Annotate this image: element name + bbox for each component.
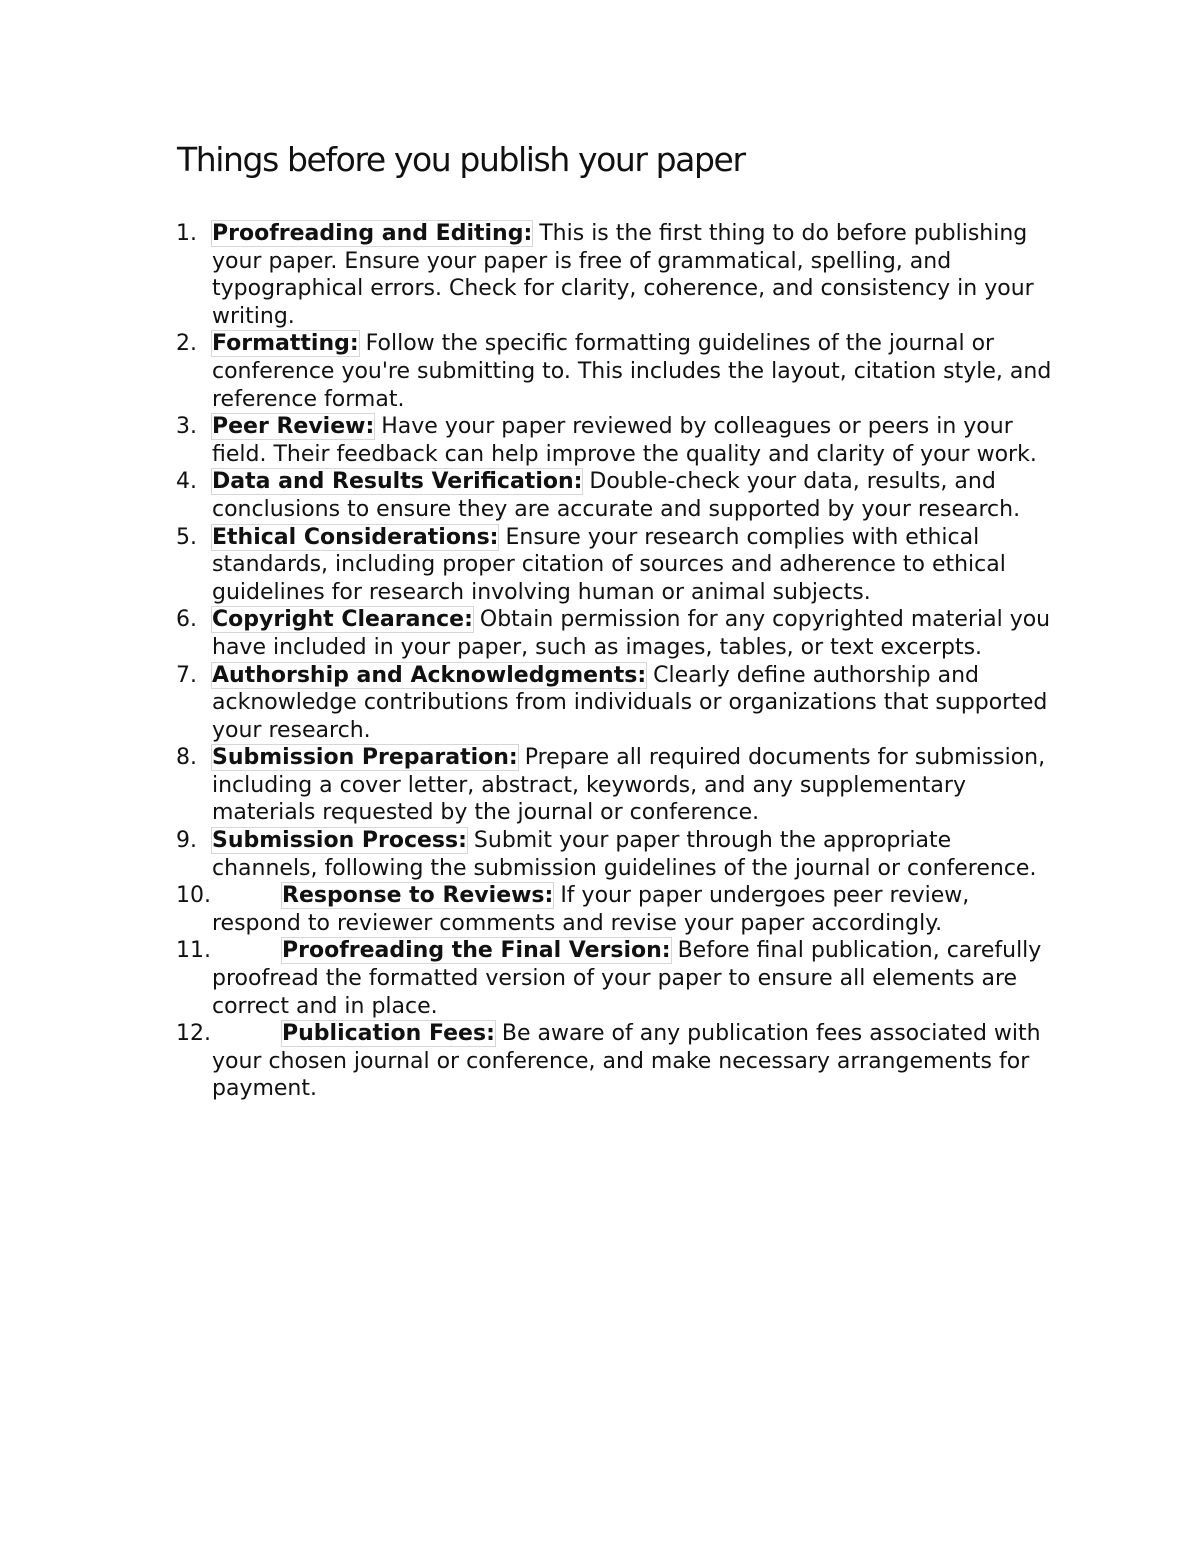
list-item bbox=[0, 744, 1062, 827]
list-item bbox=[0, 524, 1062, 607]
item-number: 2. bbox=[176, 331, 197, 357]
item-heading: Submission Process: bbox=[212, 828, 467, 854]
item-number: 5. bbox=[176, 524, 197, 550]
item-number: 1. bbox=[176, 221, 197, 246]
item-text: Follow the specific formatting guidelines of the journal or conference you're submitting to. This includes the layout, citation style, and reference format. bbox=[212, 331, 1052, 412]
item-heading: Formatting: bbox=[212, 331, 359, 357]
item-number: 11. bbox=[176, 938, 211, 964]
item-heading: Copyright Clearance: bbox=[212, 607, 473, 633]
item-number: 9. bbox=[176, 828, 197, 854]
document-title: Things before you publish your paper bbox=[177, 140, 745, 179]
item-heading: Proofreading and Editing: bbox=[212, 221, 533, 246]
item-heading: Peer Review: bbox=[212, 414, 375, 440]
list-item bbox=[0, 882, 1062, 937]
list-item bbox=[0, 468, 1062, 523]
item-text: Have your paper reviewed by colleagues or peers in your field. Their feedback can help improve the quality and clarity of your work. bbox=[212, 414, 1037, 467]
item-number: 6. bbox=[176, 607, 197, 633]
list-item bbox=[0, 220, 1062, 330]
item-number: 10. bbox=[176, 883, 211, 909]
item-number: 12. bbox=[176, 1021, 211, 1047]
item-text: Prepare all required documents for submission, including a cover letter, abstract, keywords, and any supplementary materials requested by the journal or conference. bbox=[212, 745, 1046, 826]
item-number: 8. bbox=[176, 745, 197, 771]
item-text: Double-check your data, results, and conclusions to ensure they are accurate and supported by your research. bbox=[212, 469, 1021, 522]
item-text: Ensure your research complies with ethical standards, including proper citation of sources and adherence to ethical guidelines for research involving human or animal subjects. bbox=[212, 524, 1006, 605]
list-item bbox=[0, 662, 1062, 745]
checklist bbox=[0, 220, 1200, 1103]
list-item bbox=[0, 827, 1062, 882]
list-item bbox=[0, 937, 1062, 1020]
item-heading: Submission Preparation: bbox=[212, 745, 518, 771]
item-heading: Data and Results Verification: bbox=[212, 469, 583, 495]
item-text: Submit your paper through the appropriate channels, following the submission guidelines of the journal or conference. bbox=[212, 828, 1037, 881]
item-number: 3. bbox=[176, 414, 197, 440]
item-text: Be aware of any publication fees associated with your chosen journal or conference, and make necessary arrangements for payment. bbox=[212, 1021, 1041, 1102]
item-heading: Response to Reviews: bbox=[282, 883, 554, 909]
list-item bbox=[0, 330, 1062, 413]
item-text: Before final publication, carefully proofread the formatted version of your paper to ensure all elements are correct and in place. bbox=[212, 938, 1042, 1019]
list-item bbox=[0, 606, 1062, 661]
list-item bbox=[0, 1020, 1062, 1103]
item-heading: Proofreading the Final Version: bbox=[282, 938, 671, 964]
item-text: Clearly define authorship and acknowledge contributions from individuals or organizations that supported your research. bbox=[212, 662, 1048, 743]
item-number: 7. bbox=[176, 662, 197, 688]
item-heading: Ethical Considerations: bbox=[212, 524, 499, 550]
item-number: 4. bbox=[176, 469, 197, 495]
item-text: Obtain permission for any copyrighted material you have included in your paper, such as images, tables, or text excerpts. bbox=[212, 607, 1051, 660]
item-text: This is the first thing to do before publishing your paper. Ensure your paper is free of grammatical, spelling, and typographical errors. Check for clarity, coherence, and consistency in your writing. bbox=[212, 221, 1034, 329]
item-text: If your paper undergoes peer review, respond to reviewer comments and revise your paper accordingly. bbox=[212, 883, 970, 936]
list-item bbox=[0, 413, 1062, 468]
item-heading: Authorship and Acknowledgments: bbox=[212, 662, 647, 688]
item-heading: Publication Fees: bbox=[282, 1021, 495, 1047]
